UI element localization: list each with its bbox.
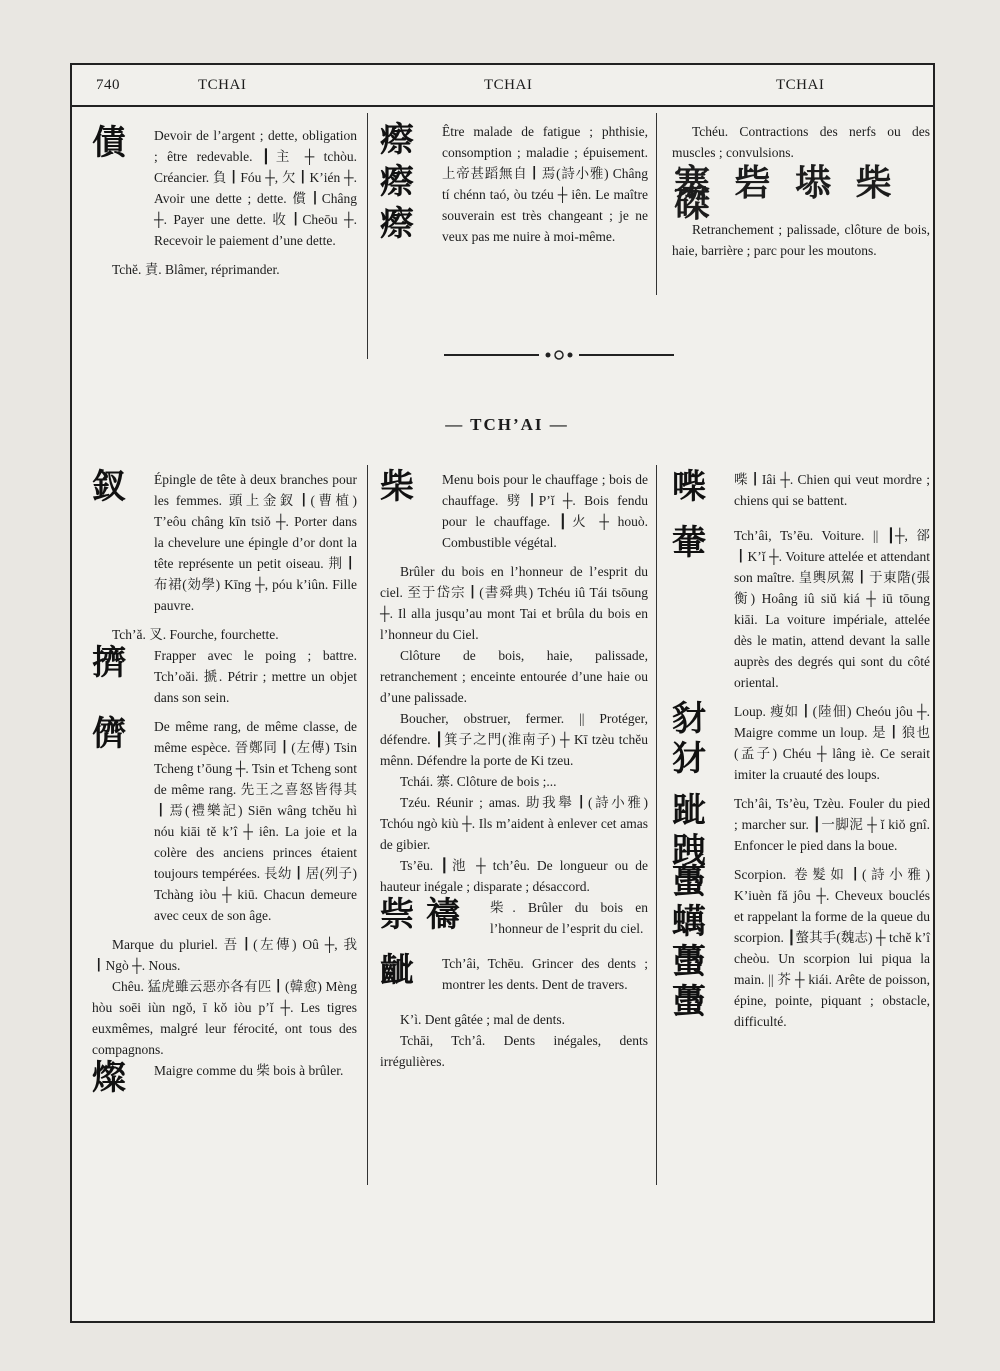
entry-chai-strike: 擠 Frapper avec le poing ; battre. Tch’oăi. 搋. Pétrir ; mettre un objet dans son sein. — [92, 643, 357, 705]
headword-char: 柴 — [380, 467, 414, 507]
column-rule-1 — [367, 465, 368, 1185]
entry-zhai-sick — [380, 121, 648, 247]
entry-sub: Tch’ă. 叉. Fourche, fourchette. — [112, 627, 279, 642]
entry-sub: Tchāi, Tch’â. Dents inégales, dents irrégulières. — [380, 1033, 648, 1069]
header-right: TCHAI — [776, 77, 825, 93]
entry-sub: Brûler du bois en l’honneur de l’esprit du ciel. 至于岱宗┃(書舜典) Tchéu iû Tái tsōung ┼. Il alla jusqu’au mont Tai et brûla du bois en l’honneur du Ciel. — [380, 564, 648, 642]
column-rule-top-2 — [656, 113, 657, 295]
header-center: TCHAI — [484, 77, 533, 93]
entry-chai-wolf: 豺 犲 Loup. 瘦如┃(陸佃) Cheóu jôu ┼. Maigre comme un loup. 是┃狼也(孟子) Chéu ┼ lâng iè. Ce serait imiter la cruauté des loups. — [672, 699, 930, 782]
headword-char: 跐 跩 — [672, 791, 706, 871]
column-2 — [380, 469, 648, 1072]
entry-sub: K’ì. Dent gâtée ; mal de dents. — [400, 1012, 565, 1027]
headword-char: 蠆 蠇 蠆 蠆 — [672, 862, 706, 1022]
entry-sub: Tchĕ. 責. Blâmer, réprimander. — [112, 262, 280, 277]
entry-zhai — [92, 125, 357, 251]
entry-chai-rank: 儕 De même rang, de même classe, de même espèce. 晉鄭同┃(左傳) Tsin Tcheng t’ōung ┼. Tsin et Tcheng sont de même rang. 先王之喜怒皆得其┃焉(禮樂記) Siēn wâng tchĕu hì nóu kiāi tĕ k’î ┼ iên. La joie et la colère des anciens princes étaient toujours tempérées. 長幼┃居(列子) Tchàng iòu ┼ kiū. Chacun demeure avec ceux de son âge. — [92, 714, 357, 923]
entry-sub: Clôture de bois, haie, palissade, retranchement ; enceinte entourée d’une haie ou d’une palissade. — [380, 648, 648, 705]
entry-sub: Tchái. 寨. Clôture de bois ;... — [400, 774, 557, 789]
entry-sub: Marque du pluriel. 吾┃(左傳) Oû ┼, 我┃Ngò ┼. Nous. — [92, 937, 357, 973]
entry-sub: Boucher, obstruer, fermer. || Protéger, défendre. ┃箕子之門(淮南子) ┼ Kī tzèu tchĕu mênn. Défendre la porte de Ki tzeu. — [380, 711, 648, 768]
column-rule-2 — [656, 465, 657, 1185]
headword-char: 喍 — [672, 467, 706, 507]
top-column-2 — [380, 121, 648, 255]
entry-sub: Chêu. 猛虎雖云惡亦各有匹┃(韓愈) Mèng hòu soēi iùn ngŏ, ī kŏ iòu p’ĭ ┼. Les tigres euxmêmes, malgré leur férocité, ont tous des compagnons. — [92, 979, 357, 1057]
headword-char: 儕 — [92, 714, 126, 754]
column-3 — [672, 469, 930, 1040]
headword-char: 擠 — [92, 643, 126, 683]
entry-stockade: Retranchement ; palissade, clôture de bois, haie, barrière ; parc pour les moutons. — [672, 222, 930, 258]
entry-text: Devoir de l’argent ; dette, obligation ; être redevable. ┃主 ┼ tchòu. Créancier. 負┃Fóu ┼, 欠┃K’ién ┼. Avoir une dette ; dette. 償┃Châng ┼. Payer une dette. 收┃Cheōu ┼. Recevoir le paiement d’une dette. — [154, 128, 357, 248]
headword-char: 豺 犲 — [672, 699, 706, 779]
headword-char: 祡 禱 — [380, 895, 460, 935]
headword-char: 輂 — [672, 523, 706, 563]
column-rule-top-1 — [367, 113, 368, 359]
entry-chai-sacrifice: 祡 禱 柴. Brûler du bois en l’honneur de l’esprit du ciel. — [380, 895, 648, 936]
entry-text: Être malade de fatigue ; phthisie, consomption ; maladie ; épuisement. 上帝甚蹈無自┃焉(詩小雅) Châng tí chénn taó, òu tzéu ┼ iên. Le maître souverain est très changeant ; je ne veux pas me nuire à moi-même. — [442, 124, 648, 244]
headword-char: 釵 — [92, 467, 126, 507]
entry-chai-scorpion: 蠆 蠇 蠆 蠆 Scorpion. 卷髮如┃(詩小雅) K’iuèn fă jôu ┼. Cheveux bouclés et rappelant la forme de la queue du scorpion. ┃螫其手(魏志) ┼ tchĕ k’î cheòu. Un scorpion lui piqua la main. || 芥 ┼ kiái. Arête de poisson, épine, pointe, piquant ; obstacle, difficulté. — [672, 862, 930, 1029]
top-column-3 — [672, 121, 930, 261]
entry-chai-tread: 跐 跩 Tch’âi, Ts’èu, Tzèu. Fouler du pied ; marcher sur. ┃一脚泥 ┼ ĭ kiŏ gnî. Enfoncer le pied dans la boue. — [672, 791, 930, 871]
ornament-divider — [444, 348, 674, 362]
page-number: 740 — [96, 77, 120, 93]
headword-char: 齜 — [380, 951, 414, 991]
entry-chai-thin: 燦 Maigre comme du 柴 bois à brûler. — [92, 1058, 344, 1098]
entry-sub: Ts’ēu. ┃池 ┼ tch’êu. De longueur ou de hauteur inégale ; disparate ; désaccord. — [380, 858, 648, 894]
entry-chai-dog: 喍 喍┃Iâi ┼. Chien qui veut mordre ; chiens qui se battent. — [672, 467, 930, 508]
entry-sub: Tzéu. Réunir ; amas. 助我舉┃(詩小雅) Tchóu ngò kiù ┼. Ils m’aident à enlever cet amas de gibier. — [380, 795, 648, 852]
header-rule — [72, 105, 933, 107]
entry-chai-teeth: 齜 Tch’âi, Tchēu. Grincer des dents ; montrer les dents. Dent de travers. — [380, 951, 648, 992]
headword-char: 燦 — [92, 1058, 126, 1098]
headword-char: 債 — [92, 123, 126, 163]
section-title: — TCH’AI — — [445, 415, 569, 434]
column-1 — [92, 469, 357, 1116]
header-left: TCHAI — [198, 77, 247, 93]
headword-chars: 瘵 瘵 瘵 — [380, 120, 414, 244]
entry-tcheu: Tchéu. Contractions des nerfs ou des muscles ; convulsions. — [672, 124, 930, 160]
entry-chai-hairpin: 釵 Épingle de tête à deux branches pour les femmes. 頭上金釵┃(曹植) T’eôu châng kīn tsiŏ ┼. Porter dans la chevelure une épingle d’or dont la tête représente un petit oiseau. 荆┃布裙(効學) Kīng ┼, póu k’iûn. Fille pauvre. — [92, 467, 357, 613]
top-column-1 — [92, 125, 357, 280]
page-frame — [70, 63, 935, 1323]
entry-chai-cart: 輂 Tch’âi, Ts’ēu. Voiture. || ┃┼, 郤┃K’ĭ ┼. Voiture attelée et attendant son maître. 皇輿夙駕┃于東階(張衡) Hoâng iû siŭ kiá ┼ iū tōung kiāi. La voiture impériale, attelée dès le matin, attend devant la salle auprès des degrés qui sont du côté oriental. — [672, 523, 930, 690]
headword-chars-row: 寨 砦 塨 柴 磔 — [674, 163, 898, 225]
entry-chai-firewood: 柴 Menu bois pour le chauffage ; bois de chauffage. 劈┃P’ĭ ┼. Bois fendu pour le chauffage. ┃火 ┼ houò. Combustible végétal. — [380, 467, 648, 550]
